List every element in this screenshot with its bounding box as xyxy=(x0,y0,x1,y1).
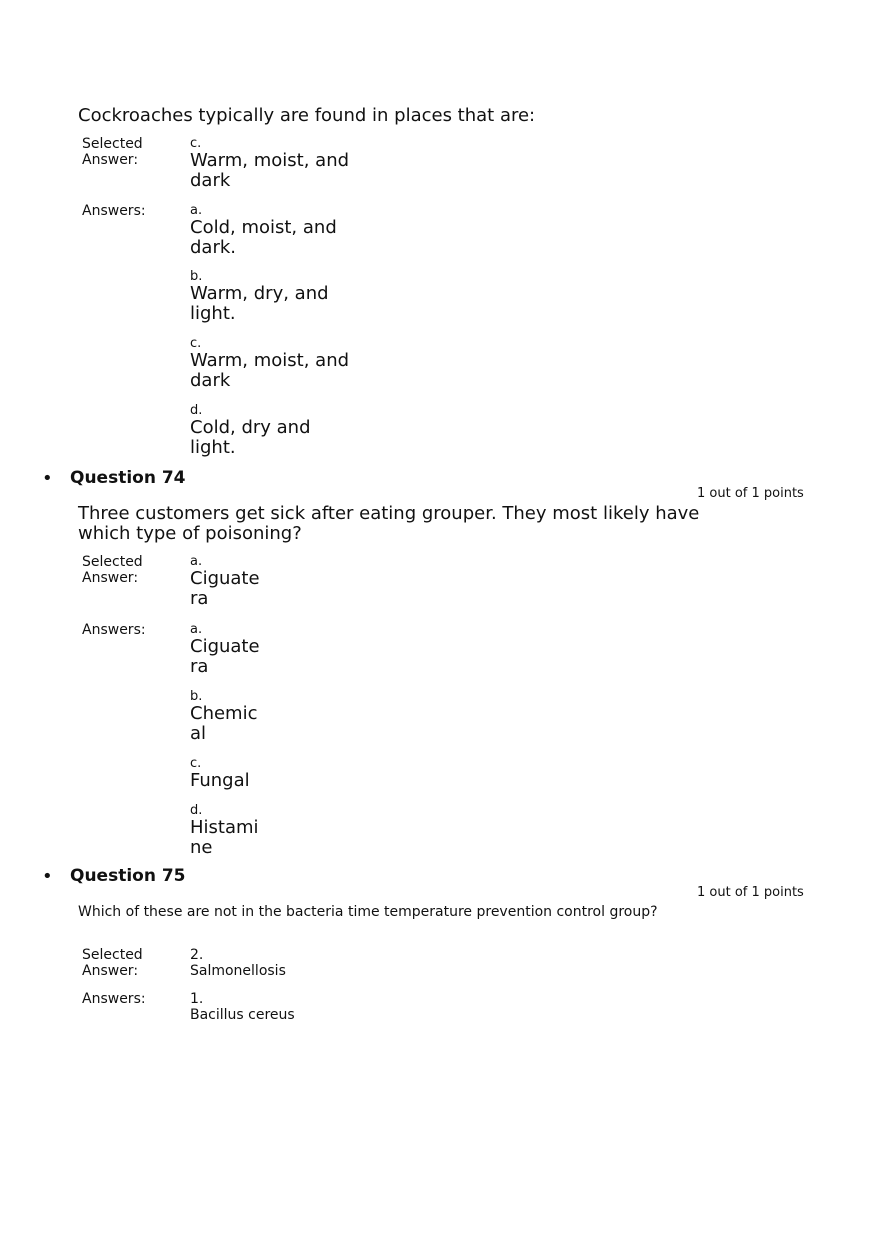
question-73-text: Cockroaches typically are found in places that are: xyxy=(78,105,536,126)
selected-answer-label: Selected Answer: xyxy=(82,136,143,168)
answer-option-b: b. Warm, dry, and light. xyxy=(190,269,329,324)
answer-option-d: d. Histami ne xyxy=(190,803,259,858)
points-badge: 1 out of 1 points xyxy=(697,885,804,900)
selected-answer: a. Ciguate ra xyxy=(190,554,260,609)
answer-option-a: a. Cold, moist, and dark. xyxy=(190,203,337,258)
selected-answer-label: Selected Answer: xyxy=(82,554,143,586)
question-74-text: Three customers get sick after eating grouper. They most likely have which type of poisoning? xyxy=(78,503,700,544)
answer-option-a: a. Ciguate ra xyxy=(190,622,260,677)
answers-label: Answers: xyxy=(82,622,146,638)
question-75-title: Question 75 xyxy=(70,866,186,886)
answer-text: dark xyxy=(190,170,231,191)
question-75-text: Which of these are not in the bacteria time temperature prevention control group? xyxy=(78,904,658,920)
question-74-title: Question 74 xyxy=(70,468,186,488)
answer-option-c: c. Fungal xyxy=(190,756,250,791)
bullet: • xyxy=(42,866,53,887)
answers-label: Answers: xyxy=(82,991,146,1007)
answer-option-1: 1. Bacillus cereus xyxy=(190,991,295,1023)
bullet: • xyxy=(42,468,53,489)
selected-answer: 2. Salmonellosis xyxy=(190,947,286,979)
points-badge: 1 out of 1 points xyxy=(697,486,804,501)
answer-option-b: b. Chemic al xyxy=(190,689,258,744)
answer-text: Warm, moist, and xyxy=(190,150,350,171)
answer-option-d: d. Cold, dry and light. xyxy=(190,403,311,458)
answer-option-c: c. Warm, moist, and dark xyxy=(190,336,350,391)
answer-letter: c. xyxy=(190,136,202,151)
answers-label: Answers: xyxy=(82,203,146,219)
selected-answer-label: Selected Answer: xyxy=(82,947,143,979)
selected-answer xyxy=(190,137,349,191)
